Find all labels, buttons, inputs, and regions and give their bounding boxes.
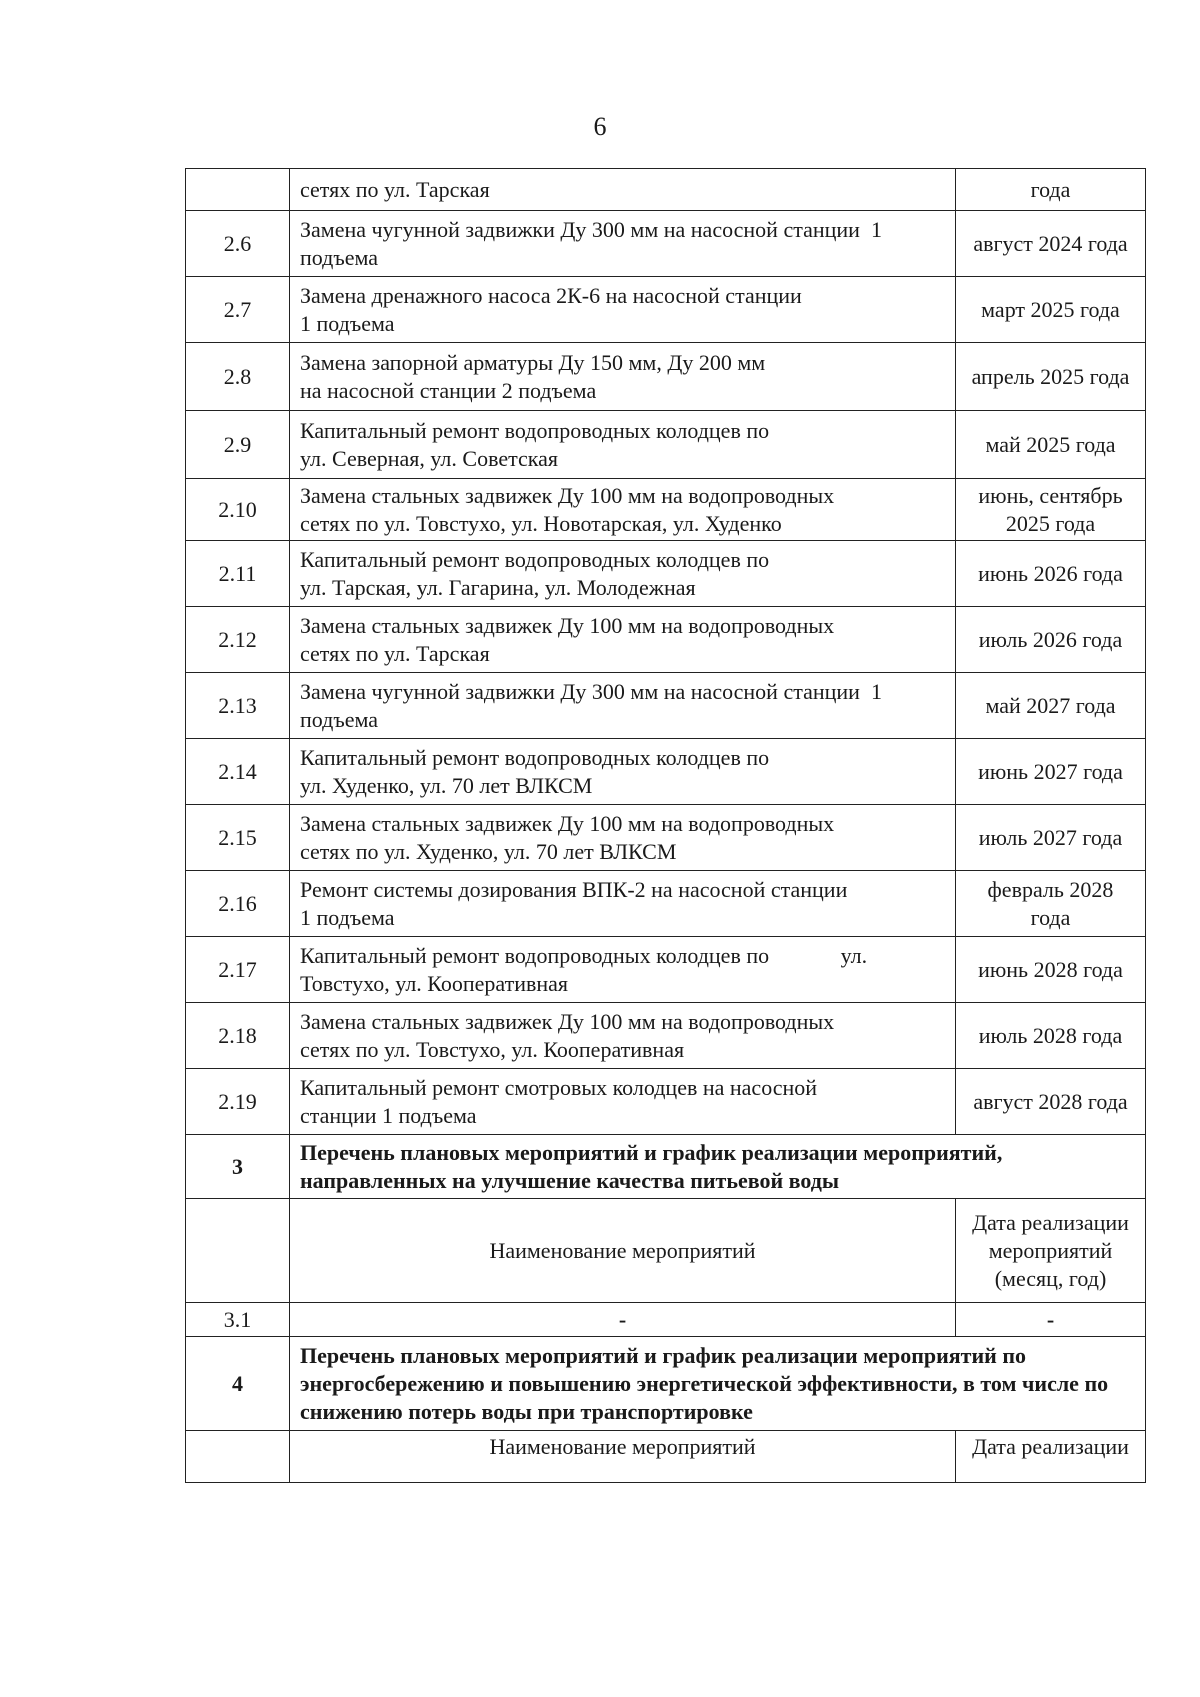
row-date: июнь 2028 года [956, 937, 1146, 1003]
row-number: 2.17 [186, 937, 290, 1003]
row-name-line: 1 подъема [300, 310, 395, 336]
row-date: июнь, сентябрь 2025 года [956, 479, 1146, 541]
row-name-line: сетях по ул. Тарская [300, 640, 490, 666]
row-number: 2.11 [186, 541, 290, 607]
row-name-line: ул. Северная, ул. Советская [300, 445, 558, 471]
header-num-cell [186, 1199, 290, 1303]
page-number: 6 [593, 112, 607, 141]
row-date: июль 2026 года [956, 607, 1146, 673]
row-name [290, 607, 956, 673]
row-name-line: Замена дренажного насоса 2К-6 на насосной станции [300, 282, 802, 308]
row-name-line: Замена стальных задвижек Ду 100 мм на водопроводных [300, 612, 835, 638]
header-date-cell: Дата реализации [956, 1431, 1146, 1483]
row-name-line: сетях по ул. Худенко, ул. 70 лет ВЛКСМ [300, 838, 677, 864]
row-name-line: сетях по ул. Товстухо, ул. Новотарская, ул. Худенко [300, 510, 782, 536]
section-4 [186, 1337, 1146, 1483]
row-name-line: на насосной станции 2 подъема [300, 377, 597, 403]
table-row [186, 1069, 1146, 1135]
section-3 [186, 1135, 1146, 1337]
row-name-line: Замена стальных задвижек Ду 100 мм на водопроводных [300, 482, 835, 508]
row-name: - [290, 1303, 956, 1337]
row-name [290, 343, 956, 411]
row-name [290, 169, 956, 211]
header-num-cell [186, 1431, 290, 1483]
table-row [186, 479, 1146, 541]
section-title: Перечень плановых мероприятий и график реализации мероприятий по энергосбережению и повышению энергетической эффективности, в том числе по снижению потерь воды при транспортировке [290, 1337, 1146, 1431]
row-date: февраль 2028 года [956, 871, 1146, 937]
row-number: 2.7 [186, 277, 290, 343]
table-row [186, 277, 1146, 343]
header-date-cell: Дата реализации мероприятий (месяц, год) [956, 1199, 1146, 1303]
row-number: 2.9 [186, 411, 290, 479]
header-name-cell: Наименование мероприятий [290, 1431, 956, 1483]
row-number: 2.16 [186, 871, 290, 937]
row-name-line: подъема [300, 244, 379, 270]
row-name-line: Ремонт системы дозирования ВПК-2 на насосной станции [300, 876, 848, 902]
table-row [186, 541, 1146, 607]
row-date: - [956, 1303, 1146, 1337]
table-row [186, 871, 1146, 937]
row-name-line: подъема [300, 706, 379, 732]
table-row [186, 805, 1146, 871]
section-4-heading-row [186, 1337, 1146, 1431]
row-name [290, 411, 956, 479]
row-number: 2.15 [186, 805, 290, 871]
row-name [290, 937, 956, 1003]
row-number: 2.10 [186, 479, 290, 541]
row-date: май 2025 года [956, 411, 1146, 479]
table-row [186, 739, 1146, 805]
row-date: года [956, 169, 1146, 211]
row-name-line: Замена стальных задвижек Ду 100 мм на водопроводных [300, 1008, 835, 1034]
row-date: май 2027 года [956, 673, 1146, 739]
row-name-line: сетях по ул. Тарская [300, 176, 490, 202]
row-name-line: ул. Тарская, ул. Гагарина, ул. Молодежная [300, 574, 696, 600]
row-name [290, 277, 956, 343]
row-number: 2.18 [186, 1003, 290, 1069]
section-3-heading-row [186, 1135, 1146, 1199]
table-row [186, 937, 1146, 1003]
row-name [290, 673, 956, 739]
row-name-line: Замена чугунной задвижки Ду 300 мм на насосной станции 1 [300, 216, 882, 242]
row-date: июнь 2027 года [956, 739, 1146, 805]
section-title: Перечень плановых мероприятий и график реализации мероприятий, направленных на улучшение качества питьевой воды [290, 1135, 1146, 1199]
section-number: 4 [186, 1337, 290, 1431]
row-number: 2.19 [186, 1069, 290, 1135]
row-name [290, 1003, 956, 1069]
row-number: 2.12 [186, 607, 290, 673]
row-name [290, 211, 956, 277]
row-number: 3.1 [186, 1303, 290, 1337]
table-row [186, 211, 1146, 277]
row-name-line: Капитальный ремонт смотровых колодцев на насосной [300, 1074, 818, 1100]
table-row [186, 343, 1146, 411]
row-date: март 2025 года [956, 277, 1146, 343]
row-date: июль 2028 года [956, 1003, 1146, 1069]
row-name-line: станции 1 подъема [300, 1102, 477, 1128]
table-row [186, 1303, 1146, 1337]
table-row [186, 607, 1146, 673]
row-date: август 2024 года [956, 211, 1146, 277]
row-name-line: ул. Худенко, ул. 70 лет ВЛКСМ [300, 772, 593, 798]
row-name-line: Замена запорной арматуры Ду 150 мм, Ду 200 мм [300, 349, 766, 375]
row-name [290, 739, 956, 805]
measures-table [185, 168, 1146, 1483]
row-name-line: Капитальный ремонт водопроводных колодцев по ул. [300, 942, 868, 968]
row-date: апрель 2025 года [956, 343, 1146, 411]
section-4-header-row [186, 1431, 1146, 1483]
row-number: 2.14 [186, 739, 290, 805]
row-name-line: Замена стальных задвижек Ду 100 мм на водопроводных [300, 810, 835, 836]
row-name [290, 479, 956, 541]
row-name-line: сетях по ул. Товстухо, ул. Кооперативная [300, 1036, 685, 1062]
row-date: июль 2027 года [956, 805, 1146, 871]
row-name [290, 871, 956, 937]
row-date: июнь 2026 года [956, 541, 1146, 607]
row-number: 2.8 [186, 343, 290, 411]
section-number: 3 [186, 1135, 290, 1199]
row-name-line: Капитальный ремонт водопроводных колодцев по [300, 417, 770, 443]
row-name [290, 805, 956, 871]
row-name-line: Товстухо, ул. Кооперативная [300, 970, 569, 996]
row-name-line: Замена чугунной задвижки Ду 300 мм на насосной станции 1 [300, 678, 882, 704]
row-number: 2.13 [186, 673, 290, 739]
header-name-cell: Наименование мероприятий [290, 1199, 956, 1303]
row-name-line: Капитальный ремонт водопроводных колодцев по [300, 546, 770, 572]
table-row [186, 1003, 1146, 1069]
table-row [186, 673, 1146, 739]
row-name-line: 1 подъема [300, 904, 395, 930]
row-number: 2.6 [186, 211, 290, 277]
row-name [290, 1069, 956, 1135]
row-name [290, 541, 956, 607]
row-date: август 2028 года [956, 1069, 1146, 1135]
row-name-line: Капитальный ремонт водопроводных колодцев по [300, 744, 770, 770]
row-number [186, 169, 290, 211]
measures-table-body [186, 169, 1146, 1135]
section-3-header-row [186, 1199, 1146, 1303]
table-row [186, 411, 1146, 479]
table-row [186, 169, 1146, 211]
